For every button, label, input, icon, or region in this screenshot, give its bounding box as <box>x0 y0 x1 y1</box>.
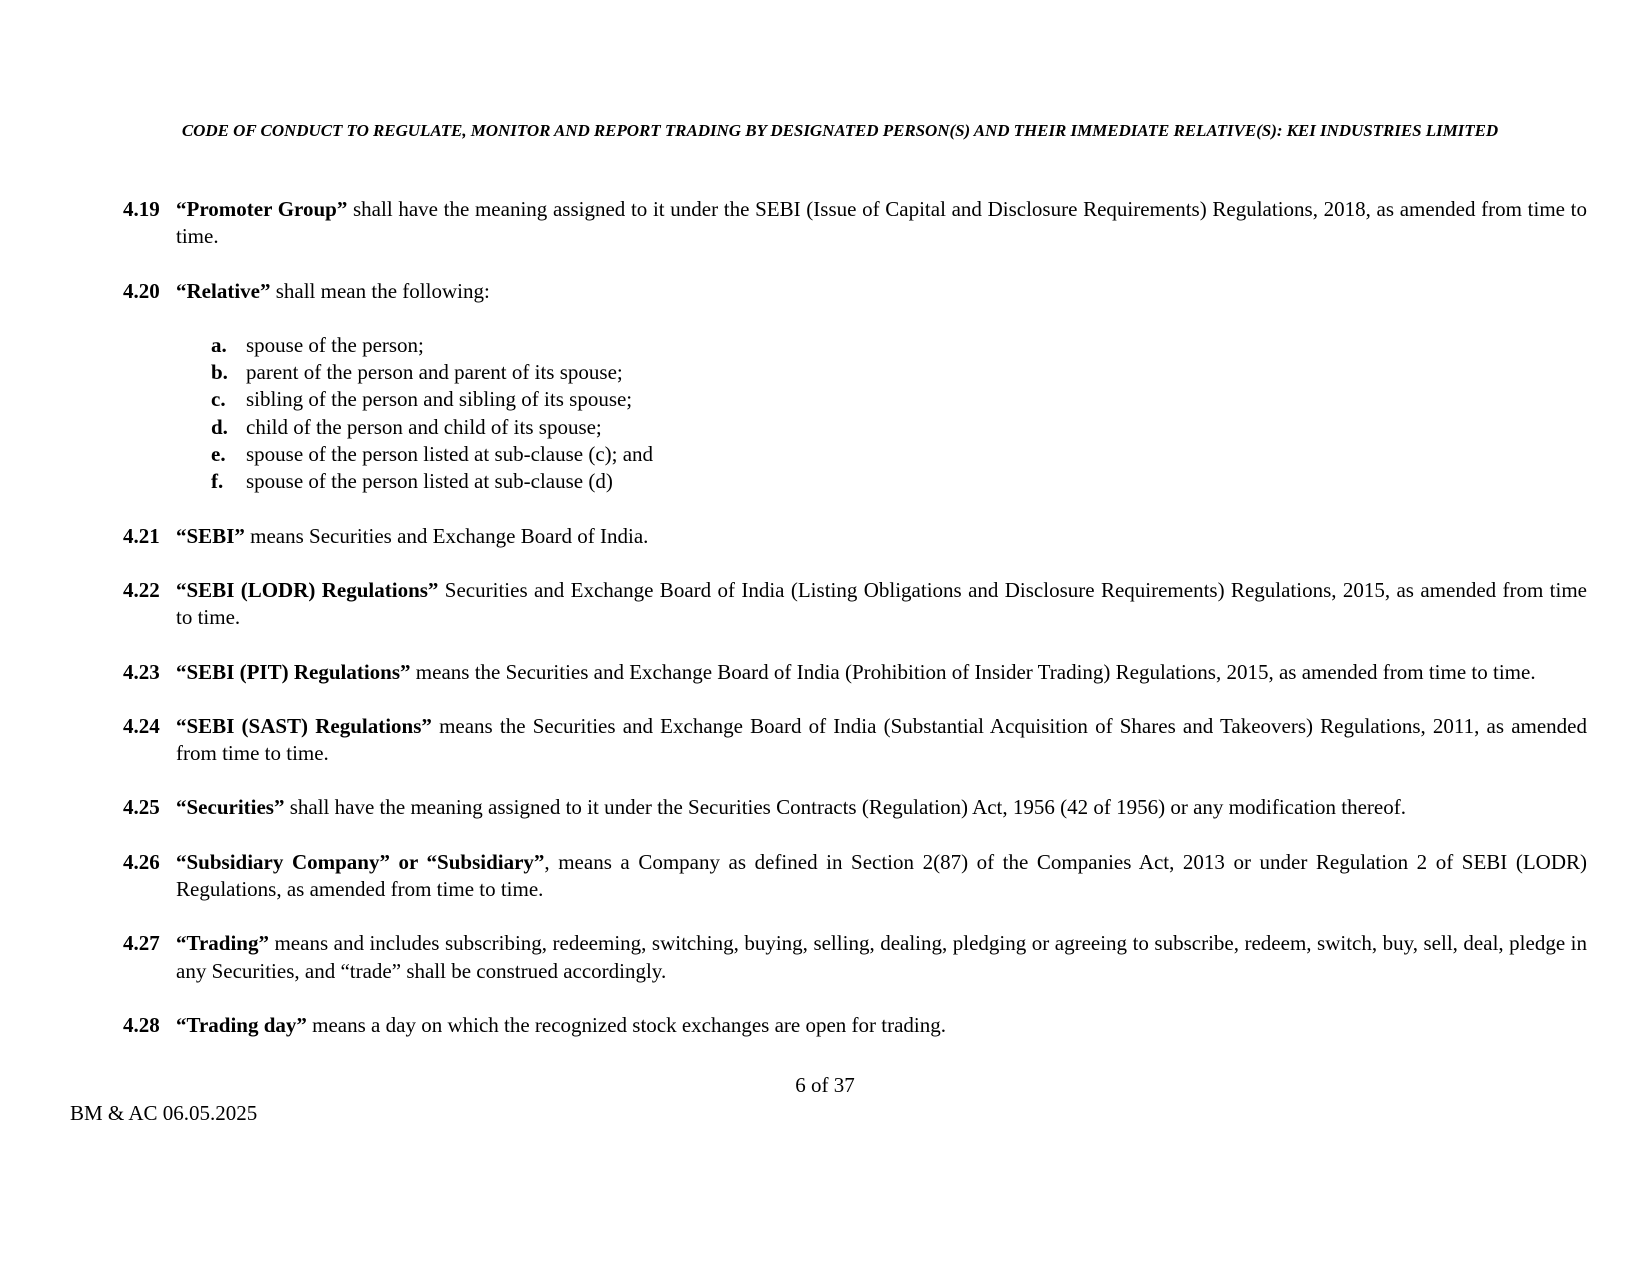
footer-label: BM & AC 06.05.2025 <box>70 1101 258 1125</box>
clause-term: “Securities” <box>176 795 285 820</box>
list-item <box>211 386 1587 413</box>
clause-4-24 <box>123 713 1587 768</box>
clause-text: means the Securities and Exchange Board of India (Substantial Acquisition of Shares and Takeovers) Regulations, 2011, as amended from time to time. <box>176 713 1588 766</box>
clause-number: 4.26 <box>123 849 160 874</box>
list-text: spouse of the person; <box>246 332 424 357</box>
list-text: spouse of the person listed at sub-clause (d) <box>246 469 613 494</box>
clause-4-19 <box>123 196 1587 251</box>
relative-list <box>123 332 1587 496</box>
clause-4-22 <box>123 577 1587 632</box>
clause-term: “SEBI (LODR) Regulations” <box>176 577 439 602</box>
clause-number: 4.20 <box>123 278 160 303</box>
list-letter: d. <box>211 414 228 439</box>
clause-4-27 <box>123 930 1587 985</box>
list-letter: a. <box>211 332 227 357</box>
list-item <box>211 441 1587 468</box>
list-text: child of the person and child of its spouse; <box>246 414 602 439</box>
clause-number: 4.21 <box>123 523 160 548</box>
clause-4-28 <box>123 1012 1587 1039</box>
clause-4-25 <box>123 794 1587 821</box>
clause-term: “Relative” <box>176 278 271 303</box>
list-text: parent of the person and parent of its spouse; <box>246 360 623 385</box>
clause-term: “SEBI (SAST) Regulations” <box>176 713 432 738</box>
list-letter: e. <box>211 442 226 467</box>
list-text: sibling of the person and sibling of its spouse; <box>246 387 633 412</box>
clause-text: , means a Company as defined in Section 2(87) of the Companies Act, 2013 or under Regulation 2 of SEBI (LODR) Regulations, as amended from time to time. <box>176 849 1587 902</box>
list-item <box>211 414 1587 441</box>
list-item <box>211 332 1587 359</box>
clause-number: 4.25 <box>123 795 160 820</box>
list-item <box>211 359 1587 386</box>
clause-text: shall have the meaning assigned to it under the SEBI (Issue of Capital and Disclosure Requirements) Regulations, 2018, as amended from time to time. <box>176 197 1587 249</box>
clause-4-21 <box>123 523 1587 550</box>
clause-text: shall mean the following: <box>270 278 490 303</box>
document-header: CODE OF CONDUCT TO REGULATE, MONITOR AND REPORT TRADING BY DESIGNATED PERSON(S) AND THEIR IMMEDIATE RELATIVE(S): KEI INDUSTRIES LIMITED <box>181 121 1499 140</box>
list-letter: f. <box>211 469 224 494</box>
clause-number: 4.24 <box>123 713 160 738</box>
document-body <box>123 196 1587 1039</box>
page-number: 6 of 37 <box>795 1073 855 1097</box>
list-letter: c. <box>211 387 226 412</box>
clause-number: 4.23 <box>123 659 160 684</box>
clause-number: 4.28 <box>123 1012 160 1037</box>
clause-text: shall have the meaning assigned to it under the Securities Contracts (Regulation) Act, 1956 (42 of 1956) or any modification thereof. <box>284 795 1406 820</box>
clause-4-26 <box>123 849 1587 904</box>
clause-number: 4.22 <box>123 577 160 602</box>
clause-term: “Trading” <box>176 931 269 956</box>
clause-4-23 <box>123 659 1587 686</box>
clause-4-20 <box>123 278 1587 305</box>
clause-term: “Promoter Group” <box>176 197 348 221</box>
list-letter: b. <box>211 360 228 385</box>
clause-text: means and includes subscribing, redeeming, switching, buying, selling, dealing, pledging or agreeing to subscribe, redeem, switch, buy, sell, deal, pledge in any Securities, and “trade” shall be construed accordingly. <box>176 931 1587 983</box>
clause-text: Securities and Exchange Board of India (Listing Obligations and Disclosure Requirements) Regulations, 2015, as amended from time to time. <box>176 577 1588 630</box>
list-item <box>211 468 1587 495</box>
list-text: spouse of the person listed at sub-clause (c); and <box>246 442 654 467</box>
clause-term: “Subsidiary Company” or “Subsidiary” <box>176 849 545 874</box>
clause-term: “SEBI” <box>176 523 245 548</box>
clause-text: means a day on which the recognized stock exchanges are open for trading. <box>306 1012 946 1037</box>
clause-text: means Securities and Exchange Board of India. <box>244 523 649 548</box>
clause-number: 4.19 <box>123 197 160 221</box>
clause-number: 4.27 <box>123 931 160 956</box>
clause-term: “SEBI (PIT) Regulations” <box>176 659 411 684</box>
clause-text: means the Securities and Exchange Board of India (Prohibition of Insider Trading) Regulations, 2015, as amended from time to time. <box>410 659 1536 684</box>
clause-term: “Trading day” <box>176 1012 307 1037</box>
